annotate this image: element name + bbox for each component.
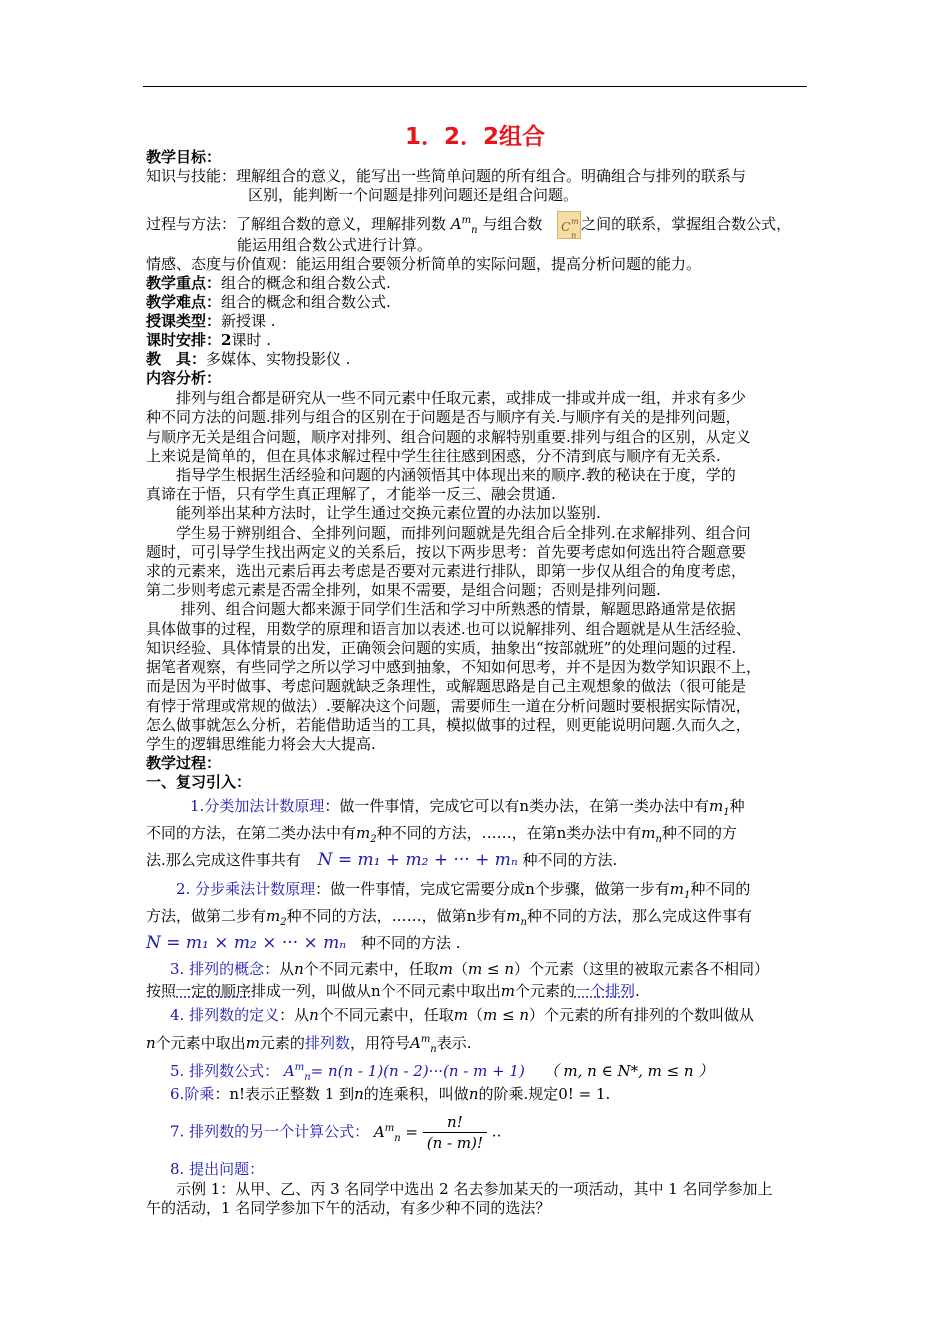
analysis-line: 据笔者观察，有些同学之所以学习中感到抽象，不知如何思考，并不是因为数学知识跟不上， (146, 658, 762, 676)
analysis-line: 有悖于常理或常规的做法）.要解决这个问题，需要师生一道在分析问题时要根据实际情况， (146, 697, 751, 715)
analysis-line: 求的元素来，选出元素后再去考虑是否要对元素进行排队，即第一步仅从组合的角度考虑， (146, 562, 747, 580)
analysis-line: 学生的逻辑思维能力将会大大提高. (146, 735, 376, 753)
analysis-line: 种不同方法的问题.排列与组合的区别在于问题是否与顺序有关.与顺序有关的是排列问题， (146, 408, 741, 426)
p8-line-1: 示例 1：从甲、乙、丙 3 名同学中选出 2 名去参加某天的一项活动，其中 1 名同学参加上 (146, 1180, 773, 1198)
analysis-line: 上来说是简单的，但在具体求解过程中学生往往感到困惑，分不清到底与顺序有无关系. (146, 447, 721, 465)
analysis-line: 第二步则考虑元素是否需全排列，如果不需要，是组合问题；否则是排列问题. (146, 581, 661, 599)
process-text-b: 与组合数 (482, 215, 543, 233)
analysis-line: 知识经验、具体情景的出发，正确领会问题的实质，抽象出“按部就班”的处理问题的过程. (146, 639, 737, 657)
p2-line-2: 方法，做第二步有$m_2$种不同的方法，……，做第n步有$m_n$种不同的方法，那么完成这件事有 (146, 907, 752, 928)
perm-symbol: $A^m_n$ (450, 215, 478, 236)
process-text-c: 之间的联系，掌握组合数公式， (581, 215, 792, 233)
knowledge-line-2: 区别，能判断一个问题是排列问题还是组合问题。 (248, 186, 579, 204)
p3-line-1: 3. 排列的概念：从n个不同元素中，任取m（m ≤ n）个元素（这里的被取元素各不相同） (170, 960, 770, 978)
p8-line-2: 午的活动，1 名同学参加下午的活动，有多少种不同的选法？ (146, 1199, 551, 1217)
review-heading: 一、复习引入： (146, 773, 252, 791)
p7-line: 7. 排列数的另一个计算公式： $A^m_n$ = $\frac{n!}{(n - m)!}$ .. (170, 1113, 502, 1152)
p8-heading: 8. 提出问题： (170, 1160, 265, 1178)
difficulty: 教学难点：组合的概念和组合数公式. (146, 293, 391, 311)
process-heading: 教学过程： (146, 754, 222, 772)
page-title: 1．2．2组合 (404, 124, 545, 150)
p2-line-1: 2. 分步乘法计数原理：做一件事情，完成它需要分成n个步骤，做第一步有$m_1$种不同的 (176, 880, 751, 901)
p4-line-2: n个元素中取出m元素的排列数，用符号$A^m_n$表示. (146, 1034, 472, 1055)
analysis-line: 题时，可引导学生找出两定义的关系后，按以下两步思考：首先要考虑如何选出符合题意要 (146, 543, 747, 561)
analysis-line: 指导学生根据生活经验和问题的内涵领悟其中体现出来的顺序.教的秘诀在于度，学的 (146, 466, 736, 484)
analysis-heading: 内容分析： (146, 369, 222, 387)
analysis-line: 能列举出某种方法时，让学生通过交换元素位置的办法加以鉴别. (146, 504, 601, 522)
key-point: 教学重点：组合的概念和组合数公式. (146, 274, 391, 292)
knowledge-line-1: 知识与技能：理解组合的意义，能写出一些简单问题的所有组合。明确组合与排列的联系与 (146, 167, 747, 185)
analysis-line: 具体做事的过程，用数学的原理和语言加以表述.也可以说解排列、组合题就是从生活经验、 (146, 620, 751, 638)
p2-line-3: N = m₁ × m₂ × ··· × mₙ 种不同的方法 . (146, 933, 461, 953)
perm-formula: = n(n - 1)(n - 2)···(n - m + 1) (310, 1062, 525, 1080)
p1-line-3: 法.那么完成这件事共有 N = m₁ + m₂ + ··· + mₙ 种不同的方法. (146, 850, 618, 870)
product-formula: N = m₁ × m₂ × ··· × mₙ (146, 933, 347, 953)
comb-symbol-image: C m n (557, 211, 581, 239)
p3-line-2: 按照一定的顺序排成一列，叫做从n个不同元素中取出m个元素的一个排列. (146, 982, 640, 1000)
p6-line: 6.阶乘：n!表示正整数 1 到n的连乘积，叫做n的阶乘.规定0! = 1. (170, 1085, 611, 1103)
lesson-type: 授课类型：新授课 . (146, 312, 276, 330)
p5-line: 5. 排列数公式： $A^m_n= n(n - 1)(n - 2)\cdot\cdot\cdot(n - m + 1)$ （ m, n ∈ N*, m ≤ n ） (170, 1062, 714, 1083)
process-text-a: 过程与方法：了解组合数的意义，理解排列数 (146, 215, 447, 233)
sum-formula: N = m₁ + m₂ + ··· + mₙ (317, 850, 518, 870)
analysis-line: 与顺序无关是组合问题，顺序对排列、组合问题的求解特别重要.排列与组合的区别，从定义 (146, 428, 751, 446)
tools: 教 具：多媒体、实物投影仪 . (146, 350, 351, 368)
process-line-2: 能运用组合数公式进行计算。 (237, 236, 433, 254)
analysis-line: 学生易于辨别组合、全排列问题，而排列问题就是先组合后全排列.在求解排列、组合问 (146, 524, 751, 542)
factorial-fraction: $\frac{n!}{(n - m)!}$ (423, 1112, 487, 1153)
emotion-line: 情感、态度与价值观：能运用组合要领分析简单的实际问题，提高分析问题的能力。 (146, 255, 702, 273)
p1-line-2: 不同的方法，在第二类办法中有$m_2$种不同的方法，……，在第n类办法中有$m_n$种不同的方 (146, 824, 737, 845)
analysis-line: 而是因为平时做事、考虑问题就缺乏条理性，或解题思路是自己主观想象的做法（很可能是 (146, 677, 747, 695)
analysis-line: 怎么做事就怎么分析，若能借助适当的工具，模拟做事的过程，则更能说明问题.久而久之， (146, 716, 751, 734)
p1-line-1: 1.分类加法计数原理：做一件事情，完成它可以有n类办法，在第一类办法中有$m_1$种 (190, 797, 745, 818)
header-rule (143, 86, 807, 87)
analysis-line: 真谛在于悟，只有学生真正理解了，才能举一反三、融会贯通. (146, 485, 556, 503)
p4-line-1: 4. 排列数的定义：从n个不同元素中，任取m（m ≤ n）个元素的所有排列的个数叫做从 (170, 1006, 755, 1024)
analysis-line: 排列、组合问题大都来源于同学们生活和学习中所熟悉的情景，解题思路通常是依据 (146, 600, 736, 618)
objectives-heading: 教学目标： (146, 148, 222, 166)
schedule: 课时安排：2课时 . (146, 331, 271, 349)
analysis-line: 排列与组合都是研究从一些不同元素中任取元素，或排成一排或并成一组，并求有多少 (146, 389, 747, 407)
